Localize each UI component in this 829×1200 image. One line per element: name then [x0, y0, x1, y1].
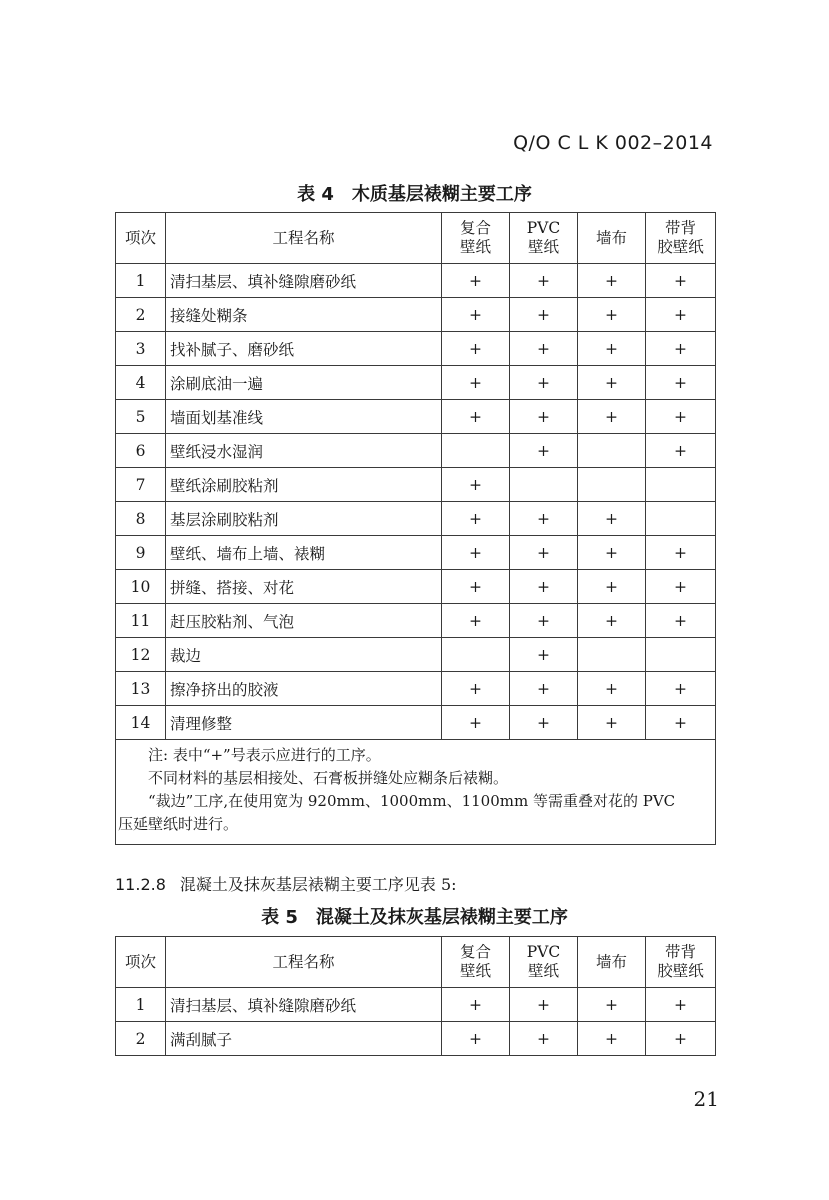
- mark-adhesive: [646, 468, 716, 502]
- mark-wall-cloth: +: [578, 332, 646, 366]
- row-number: 5: [116, 400, 166, 434]
- mark-pvc: +: [510, 366, 578, 400]
- header-composite-wallpaper: 复合 壁纸: [442, 213, 510, 264]
- mark-wall-cloth: +: [578, 400, 646, 434]
- mark-composite: [442, 638, 510, 672]
- table5-caption-title: 混凝土及抹灰基层裱糊主要工序: [315, 907, 568, 928]
- header-wall-cloth: 墙布: [578, 213, 646, 264]
- table-row: [116, 332, 716, 366]
- table-row: [116, 502, 716, 536]
- mark-wall-cloth: +: [578, 988, 646, 1022]
- table4: [115, 212, 716, 845]
- process-name: 壁纸浸水湿润: [166, 434, 442, 468]
- table-row: [116, 366, 716, 400]
- process-name: 接缝处糊条: [166, 298, 442, 332]
- table4-caption-number: 表 4: [297, 184, 334, 205]
- mark-pvc: +: [510, 332, 578, 366]
- header-adhesive-wallpaper: 带背 胶壁纸: [646, 213, 716, 264]
- mark-composite: +: [442, 264, 510, 298]
- mark-pvc: +: [510, 604, 578, 638]
- process-name: 壁纸涂刷胶粘剂: [166, 468, 442, 502]
- process-name: 裁边: [166, 638, 442, 672]
- process-name: 拼缝、搭接、对花: [166, 570, 442, 604]
- section-number: 11.2.8: [115, 875, 166, 894]
- process-name: 满刮腻子: [166, 1022, 442, 1056]
- table-row: [116, 988, 716, 1022]
- table-row: [116, 672, 716, 706]
- row-number: 13: [116, 672, 166, 706]
- mark-wall-cloth: +: [578, 298, 646, 332]
- table4-notes: [116, 740, 716, 845]
- table4-caption: [0, 180, 829, 206]
- mark-pvc: +: [510, 536, 578, 570]
- page-number: 21: [693, 1087, 719, 1111]
- mark-adhesive: +: [646, 570, 716, 604]
- process-name: 基层涂刷胶粘剂: [166, 502, 442, 536]
- note-line: 注: 表中“+”号表示应进行的工序。: [148, 746, 381, 764]
- mark-pvc: +: [510, 638, 578, 672]
- table-row: [116, 536, 716, 570]
- mark-adhesive: +: [646, 988, 716, 1022]
- mark-adhesive: [646, 638, 716, 672]
- header-composite-wallpaper: 复合 壁纸: [442, 937, 510, 988]
- row-number: 11: [116, 604, 166, 638]
- mark-composite: +: [442, 1022, 510, 1056]
- note-line: 不同材料的基层相接处、石膏板拼缝处应糊条后裱糊。: [148, 769, 509, 787]
- table-row: [116, 468, 716, 502]
- header-wall-cloth: 墙布: [578, 937, 646, 988]
- mark-composite: +: [442, 468, 510, 502]
- row-number: 7: [116, 468, 166, 502]
- table-row: [116, 400, 716, 434]
- table-row: [116, 706, 716, 740]
- section-text: 混凝土及抹灰基层裱糊主要工序见表 5:: [179, 875, 457, 894]
- table-row: [116, 298, 716, 332]
- mark-adhesive: +: [646, 604, 716, 638]
- mark-adhesive: +: [646, 298, 716, 332]
- mark-composite: +: [442, 604, 510, 638]
- mark-wall-cloth: +: [578, 1022, 646, 1056]
- mark-composite: +: [442, 536, 510, 570]
- table-row: [116, 434, 716, 468]
- table5-caption: [0, 903, 829, 929]
- row-number: 3: [116, 332, 166, 366]
- mark-pvc: [510, 468, 578, 502]
- table-row: [116, 604, 716, 638]
- document-code: Q/O C L K 002–2014: [513, 132, 713, 154]
- mark-wall-cloth: +: [578, 604, 646, 638]
- mark-adhesive: +: [646, 264, 716, 298]
- mark-adhesive: +: [646, 536, 716, 570]
- mark-adhesive: +: [646, 1022, 716, 1056]
- header-adhesive-wallpaper: 带背 胶壁纸: [646, 937, 716, 988]
- mark-adhesive: +: [646, 706, 716, 740]
- row-number: 6: [116, 434, 166, 468]
- table5-caption-number: 表 5: [261, 907, 298, 928]
- mark-composite: [442, 434, 510, 468]
- row-number: 1: [116, 264, 166, 298]
- process-name: 壁纸、墙布上墙、裱糊: [166, 536, 442, 570]
- process-name: 找补腻子、磨砂纸: [166, 332, 442, 366]
- table-row: [116, 264, 716, 298]
- mark-composite: +: [442, 400, 510, 434]
- process-name: 涂刷底油一遍: [166, 366, 442, 400]
- mark-wall-cloth: +: [578, 536, 646, 570]
- row-number: 12: [116, 638, 166, 672]
- mark-wall-cloth: [578, 638, 646, 672]
- process-name: 清扫基层、填补缝隙磨砂纸: [166, 988, 442, 1022]
- mark-composite: +: [442, 298, 510, 332]
- mark-composite: +: [442, 366, 510, 400]
- mark-wall-cloth: +: [578, 570, 646, 604]
- mark-wall-cloth: [578, 468, 646, 502]
- table4-header-row: [116, 213, 716, 264]
- row-number: 8: [116, 502, 166, 536]
- header-name: 工程名称: [166, 937, 442, 988]
- mark-composite: +: [442, 706, 510, 740]
- mark-pvc: +: [510, 502, 578, 536]
- row-number: 1: [116, 988, 166, 1022]
- mark-pvc: +: [510, 298, 578, 332]
- table5: [115, 936, 716, 1056]
- row-number: 2: [116, 1022, 166, 1056]
- row-number: 14: [116, 706, 166, 740]
- table4-notes-row: [116, 740, 716, 845]
- mark-adhesive: +: [646, 434, 716, 468]
- mark-wall-cloth: +: [578, 502, 646, 536]
- row-number: 9: [116, 536, 166, 570]
- header-pvc-wallpaper: PVC 壁纸: [510, 213, 578, 264]
- mark-pvc: +: [510, 1022, 578, 1056]
- mark-adhesive: +: [646, 366, 716, 400]
- mark-wall-cloth: +: [578, 366, 646, 400]
- mark-wall-cloth: [578, 434, 646, 468]
- mark-composite: +: [442, 570, 510, 604]
- mark-wall-cloth: +: [578, 264, 646, 298]
- header-no: 项次: [116, 213, 166, 264]
- mark-wall-cloth: +: [578, 672, 646, 706]
- table5-header-row: [116, 937, 716, 988]
- table-row: [116, 570, 716, 604]
- row-number: 4: [116, 366, 166, 400]
- mark-pvc: +: [510, 400, 578, 434]
- mark-pvc: +: [510, 988, 578, 1022]
- process-name: 清理修整: [166, 706, 442, 740]
- mark-adhesive: +: [646, 332, 716, 366]
- mark-pvc: +: [510, 672, 578, 706]
- mark-adhesive: +: [646, 400, 716, 434]
- note-line: 压延壁纸时进行。: [118, 815, 239, 833]
- mark-composite: +: [442, 332, 510, 366]
- row-number: 10: [116, 570, 166, 604]
- section-11-2-8: [115, 872, 457, 895]
- process-name: 清扫基层、填补缝隙磨砂纸: [166, 264, 442, 298]
- mark-composite: +: [442, 502, 510, 536]
- table-row: [116, 638, 716, 672]
- header-pvc-wallpaper: PVC 壁纸: [510, 937, 578, 988]
- mark-composite: +: [442, 672, 510, 706]
- table-row: [116, 1022, 716, 1056]
- process-name: 擦净挤出的胶液: [166, 672, 442, 706]
- mark-pvc: +: [510, 264, 578, 298]
- table4-caption-title: 木质基层裱糊主要工序: [351, 184, 532, 205]
- header-no: 项次: [116, 937, 166, 988]
- mark-wall-cloth: +: [578, 706, 646, 740]
- mark-pvc: +: [510, 570, 578, 604]
- mark-composite: +: [442, 988, 510, 1022]
- process-name: 墙面划基准线: [166, 400, 442, 434]
- row-number: 2: [116, 298, 166, 332]
- mark-adhesive: [646, 502, 716, 536]
- header-name: 工程名称: [166, 213, 442, 264]
- mark-adhesive: +: [646, 672, 716, 706]
- note-line: “裁边”工序,在使用宽为 920mm、1000mm、1100mm 等需重叠对花的 PVC: [148, 792, 676, 810]
- process-name: 赶压胶粘剂、气泡: [166, 604, 442, 638]
- mark-pvc: +: [510, 706, 578, 740]
- mark-pvc: +: [510, 434, 578, 468]
